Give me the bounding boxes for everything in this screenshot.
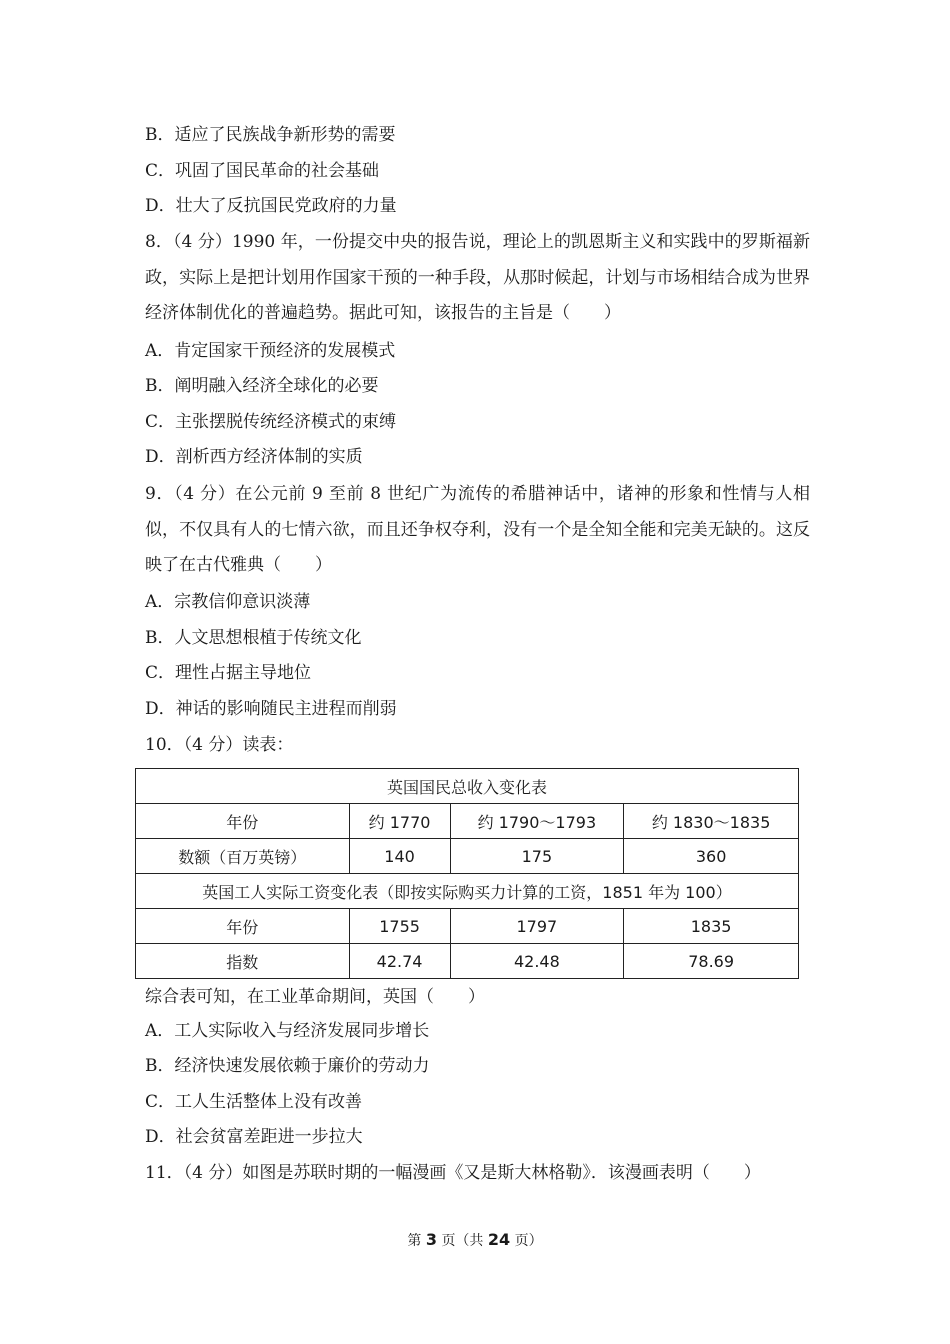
table-cell: 78.69 <box>624 944 799 979</box>
table-title-wage: 英国工人实际工资变化表（即按实际购买力计算的工资，1851 年为 100） <box>136 874 799 909</box>
q10-option-c: C．工人生活整体上没有改善 <box>145 1092 363 1112</box>
q8-option-c: C．主张摆脱传统经济模式的束缚 <box>145 412 397 432</box>
table-cell: 175 <box>450 839 624 874</box>
q7-option-d: D．壮大了反抗国民党政府的力量 <box>145 196 397 216</box>
footer-mid: 页（共 <box>441 1233 484 1249</box>
page-total: 24 <box>487 1230 511 1249</box>
q8-option-d: D．剖析西方经济体制的实质 <box>145 447 363 467</box>
q10-option-a: A．工人实际收入与经济发展同步增长 <box>145 1021 430 1041</box>
table-cell: 360 <box>624 839 799 874</box>
table-cell: 1755 <box>349 909 450 944</box>
table-cell: 约 1790～1793 <box>450 804 624 839</box>
q10-stem: 10．（4 分）读表： <box>145 735 294 755</box>
q9-option-a: A．宗教信仰意识淡薄 <box>145 592 311 612</box>
footer-post: 页） <box>514 1233 543 1249</box>
table-cell: 年份 <box>136 909 350 944</box>
q11-stem: 11．（4 分）如图是苏联时期的一幅漫画《又是斯大林格勒》．该漫画表明（ ） <box>145 1163 761 1183</box>
q9-option-c: C．理性占据主导地位 <box>145 663 312 683</box>
q8-option-b: B．阐明融入经济全球化的必要 <box>145 376 379 396</box>
table-cell: 指数 <box>136 944 350 979</box>
table-cell: 42.48 <box>450 944 624 979</box>
table-title-income: 英国国民总收入变化表 <box>136 769 799 804</box>
q8-option-a: A．肯定国家干预经济的发展模式 <box>145 341 396 361</box>
q7-option-c: C．巩固了国民革命的社会基础 <box>145 161 380 181</box>
q10-option-b: B．经济快速发展依赖于廉价的劳动力 <box>145 1056 430 1076</box>
table-cell: 约 1770 <box>349 804 450 839</box>
table-cell: 1797 <box>450 909 624 944</box>
q9-option-d: D．神话的影响随民主进程而削弱 <box>145 699 397 719</box>
table-cell: 数额（百万英镑） <box>136 839 350 874</box>
table-cell: 1835 <box>624 909 799 944</box>
footer-pre: 第 <box>407 1233 422 1249</box>
q9-option-b: B．人文思想根植于传统文化 <box>145 628 362 648</box>
q8-stem: 8．（4 分）1990 年，一份提交中央的报告说，理论上的凯恩斯主义和实践中的罗斯福新政，实际上是把计划用作国家干预的一种手段，从那时候起，计划与市场相结合成为世界经济体制优化的普遍趋势。据此可知，该报告的主旨是（ ） <box>145 232 810 323</box>
q10-question: 综合表可知，在工业革命期间，英国（ ） <box>145 987 485 1007</box>
page-number: 3 <box>425 1230 437 1249</box>
q9-stem: 9．（4 分）在公元前 9 至前 8 世纪广为流传的希腊神话中，诸神的形象和性情与人相似，不仅具有人的七情六欲，而且还争权夺利，没有一个是全知全能和完美无缺的。这反映了在古代雅典（ ） <box>145 484 810 575</box>
table-cell: 140 <box>349 839 450 874</box>
table-cell: 年份 <box>136 804 350 839</box>
table-cell: 约 1830～1835 <box>624 804 799 839</box>
page-footer <box>0 1230 950 1251</box>
table-cell: 42.74 <box>349 944 450 979</box>
q7-option-b: B．适应了民族战争新形势的需要 <box>145 125 396 145</box>
q10-option-d: D．社会贫富差距进一步拉大 <box>145 1127 363 1147</box>
q10-data-table <box>135 768 799 979</box>
